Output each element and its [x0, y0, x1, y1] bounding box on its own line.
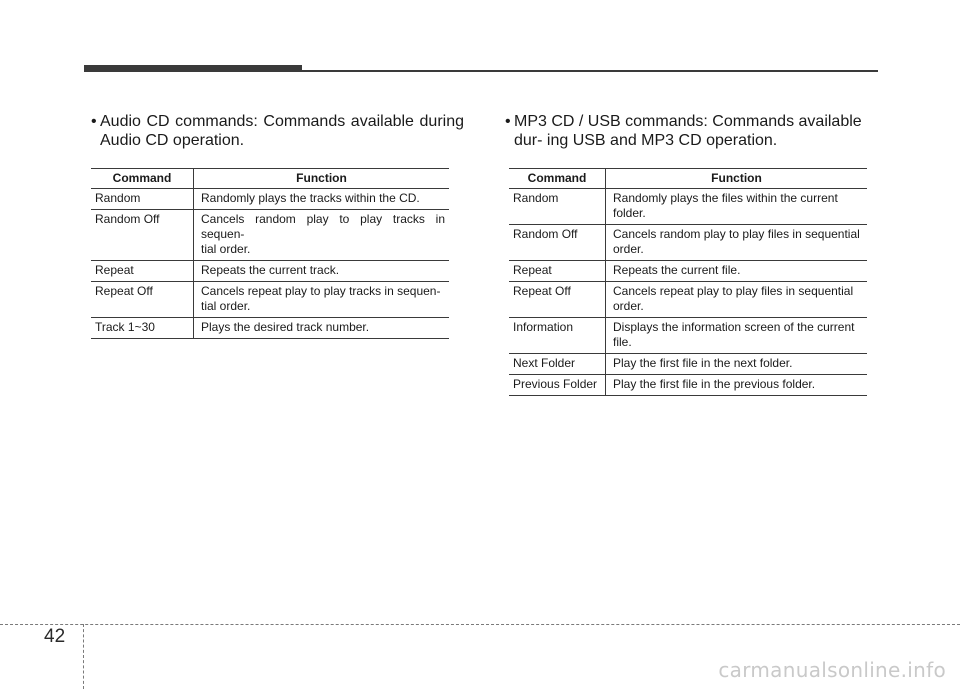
column-header-function: Function [194, 169, 450, 189]
command-cell: Repeat [91, 261, 194, 282]
table-row [91, 189, 449, 210]
function-cell [606, 261, 868, 282]
footer-divider [83, 624, 84, 689]
column-header-command: Command [509, 169, 606, 189]
header-rule-thin [84, 70, 878, 72]
table-row [91, 261, 449, 282]
table-row [509, 375, 867, 396]
function-cell [606, 225, 868, 261]
command-cell: Next Folder [509, 354, 606, 375]
mp3-usb-intro-text: MP3 CD / USB commands: Commands available dur- ing USB and MP3 CD operation. [514, 113, 862, 149]
function-text-line: Randomly plays the tracks within the CD. [201, 191, 420, 205]
bullet-icon: • [505, 113, 511, 130]
function-text-line: Play the first file in the next folder. [613, 356, 793, 370]
command-cell: Previous Folder [509, 375, 606, 396]
command-cell: Random Off [91, 210, 194, 261]
command-cell: Repeat Off [509, 282, 606, 318]
mp3-usb-intro [498, 112, 883, 150]
table-body [509, 189, 867, 396]
table-header-row [91, 169, 449, 189]
function-cell [194, 261, 450, 282]
table-row [91, 282, 449, 318]
table-row [509, 261, 867, 282]
function-text-line: order. [613, 299, 644, 313]
function-text-line: Randomly plays the files within the current [613, 191, 838, 205]
audio-cd-intro [84, 112, 464, 150]
function-text-line: Repeats the current track. [201, 263, 340, 277]
function-text-line: order. [613, 242, 644, 256]
command-cell: Random [509, 189, 606, 225]
table-row [91, 210, 449, 261]
function-cell [194, 318, 450, 339]
table-row [509, 354, 867, 375]
column-header-function: Function [606, 169, 868, 189]
function-text-line: tial order. [201, 242, 251, 256]
function-cell [606, 282, 868, 318]
table-body [91, 189, 449, 339]
footer-rule [0, 624, 960, 625]
function-text-line: Play the first file in the previous folder. [613, 377, 816, 391]
table-row [509, 189, 867, 225]
table-row [509, 318, 867, 354]
function-text-line: Cancels repeat play to play tracks in sequen- [201, 284, 441, 298]
audio-cd-command-table [91, 168, 449, 339]
function-cell [606, 189, 868, 225]
command-cell: Track 1~30 [91, 318, 194, 339]
function-text-line: Cancels repeat play to play files in sequential [613, 284, 854, 298]
command-cell: Random Off [509, 225, 606, 261]
function-cell [606, 318, 868, 354]
function-text-line: Cancels random play to play tracks in sequen- [201, 212, 445, 241]
function-cell [194, 282, 450, 318]
function-cell [194, 210, 450, 261]
bullet-icon: • [91, 113, 97, 130]
command-cell: Information [509, 318, 606, 354]
table-row [509, 282, 867, 318]
command-cell: Repeat Off [91, 282, 194, 318]
function-text-line: tial order. [201, 299, 251, 313]
audio-cd-intro-text: Audio CD commands: Commands available during Audio CD operation. [100, 113, 464, 149]
watermark: carmanualsonline.info [718, 658, 946, 682]
mp3-usb-command-table [509, 168, 867, 396]
function-text-line: Plays the desired track number. [201, 320, 370, 334]
function-text-line: file. [613, 335, 632, 349]
function-cell [194, 189, 450, 210]
function-text-line: Repeats the current file. [613, 263, 741, 277]
column-header-command: Command [91, 169, 194, 189]
function-text-line: folder. [613, 206, 646, 220]
function-cell [606, 354, 868, 375]
table-row [509, 225, 867, 261]
function-text-line: Cancels random play to play files in sequential [613, 227, 860, 241]
command-cell: Repeat [509, 261, 606, 282]
function-text-line: Displays the information screen of the current [613, 320, 855, 334]
table-header-row [509, 169, 867, 189]
function-cell [606, 375, 868, 396]
page-number: 42 [44, 626, 66, 647]
table-row [91, 318, 449, 339]
command-cell: Random [91, 189, 194, 210]
